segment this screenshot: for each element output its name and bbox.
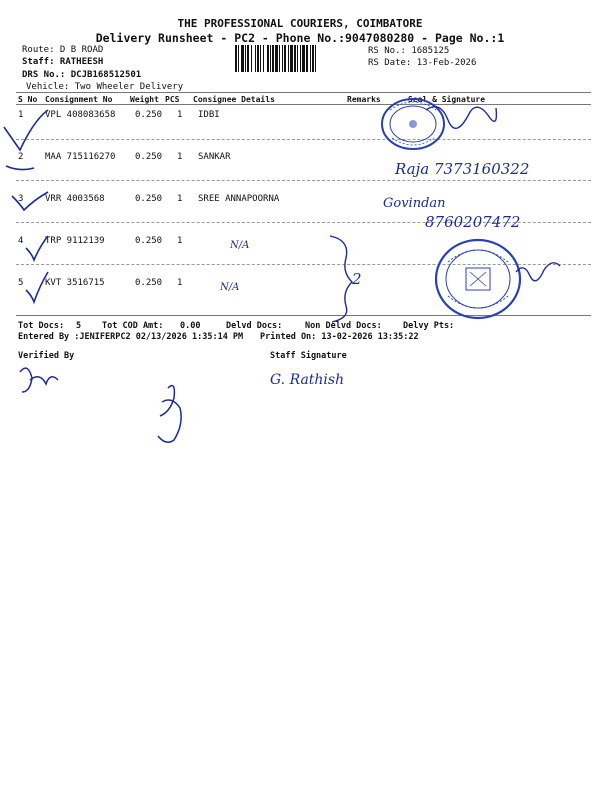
staff-label: Staff: RATHEESH <box>22 57 104 67</box>
row3-consignee: SREE ANNAPOORNA <box>198 194 280 204</box>
verified-by-label: Verified By <box>18 351 75 361</box>
col-consignment: Consignment No <box>45 95 113 104</box>
row1-sno: 1 <box>18 110 24 120</box>
row2-consignment: MAA 715116270 <box>45 152 116 162</box>
handwritten-row4-na: N/A <box>230 240 250 251</box>
row3-pcs: 1 <box>177 194 183 204</box>
row1-consignee: IDBI <box>198 110 220 120</box>
row5-weight: 0.250 <box>135 278 163 288</box>
row5-sno: 5 <box>18 278 24 288</box>
row1-pcs: 1 <box>177 110 183 120</box>
col-consignee: Consignee Details <box>193 95 275 104</box>
row2-pcs: 1 <box>177 152 183 162</box>
non-delvd-docs-label: Non Delvd Docs: <box>305 321 382 331</box>
row4-weight: 0.250 <box>135 236 163 246</box>
runsheet-title: Delivery Runsheet - PC2 - Phone No.:9047080280 - Page No.:1 <box>95 31 505 45</box>
handwritten-row5-na: N/A <box>220 282 240 293</box>
col-remarks: Remarks <box>347 95 381 104</box>
row3-weight: 0.250 <box>135 194 163 204</box>
vehicle-label: Vehicle: Two Wheeler Delivery <box>26 82 184 92</box>
row2-weight: 0.250 <box>135 152 163 162</box>
handwritten-row3-name: Govindan <box>383 196 446 211</box>
verified-signature-icon <box>20 368 58 392</box>
row4-consignment: TRP 9112139 <box>45 236 105 246</box>
row1-consignment: VPL 408083658 <box>45 110 116 120</box>
row5-consignment: KVT 3516715 <box>45 278 105 288</box>
signature-icon <box>516 263 560 281</box>
rs-number: RS No.: 1685125 <box>368 46 450 56</box>
row2-sno: 2 <box>18 152 24 162</box>
col-sno: S No <box>18 95 38 104</box>
printed-on: Printed On: 13-02-2026 13:35:22 <box>260 332 419 342</box>
row3-consignment: VRR 4003568 <box>45 194 105 204</box>
tot-cod-value: 0.00 <box>180 321 201 331</box>
handwritten-row2: Raja 7373160322 <box>395 160 530 178</box>
rs-date: RS Date: 13-Feb-2026 <box>368 58 477 68</box>
signature-icon <box>426 107 496 129</box>
tot-docs-label: Tot Docs: <box>18 321 65 331</box>
col-weight: Weight <box>130 95 159 104</box>
col-seal-signature: Seal & Signature <box>408 95 486 104</box>
delvy-pts-label: Delvy Pts: <box>403 321 455 331</box>
row4-pcs: 1 <box>177 236 183 246</box>
route-label: Route: D B ROAD <box>22 45 104 55</box>
drs-number: DRS No.: DCJB168512501 <box>22 70 142 80</box>
tot-docs-value: 5 <box>76 321 82 331</box>
handwritten-count: 2 <box>352 270 362 288</box>
handwritten-row3-phone: 8760207472 <box>425 213 521 231</box>
company-title: THE PROFESSIONAL COURIERS, COIMBATORE <box>177 17 423 30</box>
staff-handwritten-signature: G. Rathish <box>270 372 345 388</box>
staff-signature-label: Staff Signature <box>270 351 347 361</box>
row1-weight: 0.250 <box>135 110 163 120</box>
col-pcs: PCS <box>165 95 180 104</box>
delvd-docs-label: Delvd Docs: <box>226 321 283 331</box>
entered-by: Entered By :JENIFERPC2 02/13/2026 1:35:14 PM <box>18 332 244 342</box>
tot-cod-label: Tot COD Amt: <box>102 321 164 331</box>
verified-signature-icon <box>158 386 181 443</box>
row2-consignee: SANKAR <box>198 152 231 162</box>
row3-sno: 3 <box>18 194 24 204</box>
row5-pcs: 1 <box>177 278 183 288</box>
row4-sno: 4 <box>18 236 24 246</box>
